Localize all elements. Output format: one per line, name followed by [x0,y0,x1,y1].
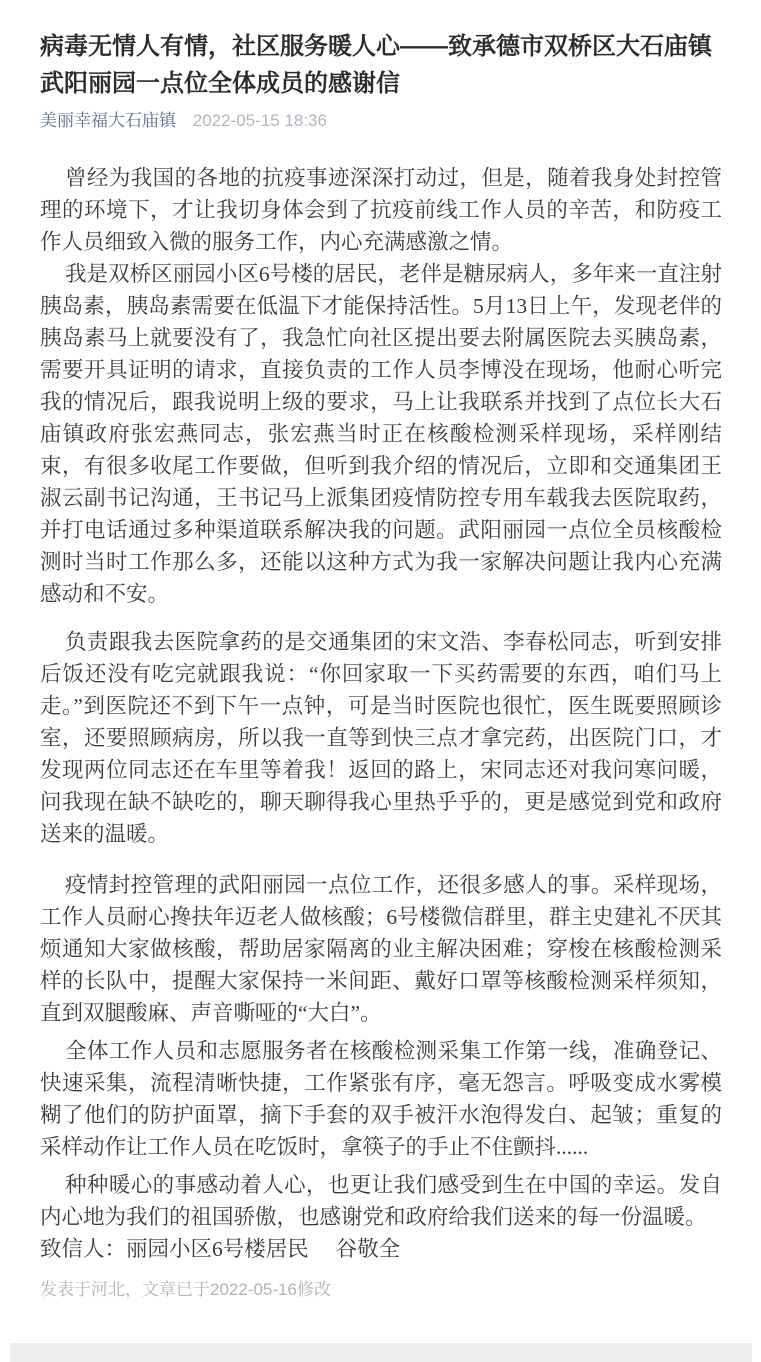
article-paragraph: 疫情封控管理的武阳丽园一点位工作，还很多感人的事。采样现场，工作人员耐心搀扶年迈老人做核酸；6号楼微信群里，群主史建礼不厌其烦通知大家做核酸，帮助居家隔离的业主解决困难；穿梭在核酸检测采样的长队中，提醒大家保持一米间距、戴好口罩等核酸检测采样须知，直到双腿酸麻、声音嘶哑的“大白”。 [40,873,722,1025]
publish-timestamp: 2022-05-15 18:36 [192,111,327,130]
author-account-link[interactable]: 美丽幸福大石庙镇 [40,111,176,130]
article-meta [40,110,722,132]
article-paragraph: 全体工作人员和志愿服务者在核酸检测采集工作第一线，准确登记、快速采集，流程清晰快捷，工作紧张有序，毫无怨言。呼吸变成水雾模糊了他们的防护面罩，摘下手套的双手被汗水泡得发白、起皱；重复的采样动作让工作人员在吃饭时，拿筷子的手止不住颤抖...... [40,1039,722,1159]
article-body [40,162,722,1265]
signature-line: 致信人：丽园小区6号楼居民 谷敬全 [40,1237,401,1261]
article-paragraph: 负责跟我去医院拿药的是交通集团的宋文浩、李春松同志，听到安排后饭还没有吃完就跟我说：“你回家取一下买药需要的东西，咱们马上走。”到医院还不到下午一点钟，可是当时医院也很忙，医生既要照顾诊室，还要照顾病房，所以我一直等到快三点才拿完药，出医院门口，才发现两位同志还在车里等着我！返回的路上，宋同志还对我问寒问暖，问我现在缺不缺吃的，聊天聊得我心里热乎乎的，更是感觉到党和政府送来的温暖。 [40,630,722,846]
article-title: 病毒无情人有情，社区服务暖人心——致承德市双桥区大石庙镇武阳丽园一点位全体成员的感谢信 [40,33,712,97]
publish-location-note: 发表于河北，文章已于2022-05-16修改 [40,1280,331,1299]
article-paragraph: 曾经为我国的各地的抗疫事迹深深打动过，但是，随着我身处封控管理的环境下，才让我切身体会到了抗疫前线工作人员的辛苦，和防疫工作人员细致入微的服务工作，内心充满感激之情。 [40,166,722,254]
bottom-divider-bar [10,1343,752,1362]
article-paragraph: 我是双桥区丽园小区6号楼的居民，老伴是糖尿病人，多年来一直注射胰岛素，胰岛素需要在低温下才能保持活性。5月13日上午，发现老伴的胰岛素马上就要没有了，我急忙向社区提出要去附属医院去买胰岛素，需要开具证明的请求，直接负责的工作人员李博没在现场，他耐心听完我的情况后，跟我说明上级的要求，马上让我联系并找到了点位长大石庙镇政府张宏燕同志，张宏燕当时正在核酸检测采样现场，采样刚结束，有很多收尾工作要做，但听到我介绍的情况后，立即和交通集团王淑云副书记沟通，王书记马上派集团疫情防控专用车载我去医院取药，并打电话通过多种渠道联系解决我的问题。武阳丽园一点位全员核酸检测时当时工作那么多，还能以这种方式为我一家解决问题让我内心充满感动和不安。 [40,262,722,606]
article-paragraph: 种种暖心的事感动着人心，也更让我们感受到生在中国的幸运。发自内心地为我们的祖国骄傲，也感谢党和政府给我们送来的每一份温暖。 [40,1173,722,1229]
